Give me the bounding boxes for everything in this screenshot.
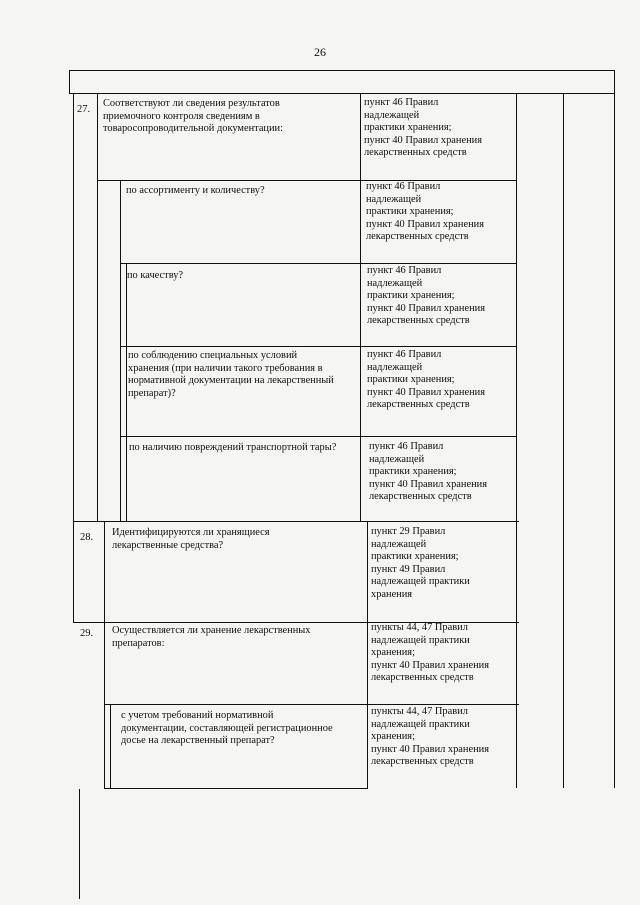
subitem-column-rule (120, 180, 121, 521)
legal-reference: пункт 46 Правил надлежащей практики хранения; пункт 40 Правил хранения лекарственных средств (366, 181, 484, 243)
reference-column-rule (367, 521, 368, 789)
requirement-question: Идентифицируются ли хранящиеся лекарственные средства? (112, 527, 270, 551)
row-divider (120, 436, 516, 437)
table-border-bottom (104, 788, 368, 789)
requirement-question: по качеству? (127, 270, 184, 281)
legal-reference: пункт 46 Правил надлежащей практики хранения; пункт 40 Правил хранения лекарственных средств (367, 349, 485, 411)
table-border-right (614, 70, 615, 788)
subitem-column-rule (126, 263, 127, 521)
legal-reference: пункты 44, 47 Правил надлежащей практики хранения; пункт 40 Правил хранения лекарственных средств (371, 622, 489, 684)
legal-reference: пункт 46 Правил надлежащей практики хранения; пункт 40 Правил хранения лекарственных средств (369, 441, 487, 503)
requirement-question: Соответствуют ли сведения результатов приемочного контроля сведениям в товаросопроводительной документации: (103, 98, 283, 135)
legal-reference: пункт 46 Правил надлежащей практики хранения; пункт 40 Правил хранения лекарственных средств (364, 97, 482, 159)
number-column-rule (104, 521, 105, 789)
row-divider (104, 704, 519, 705)
table-header-rule (69, 93, 615, 94)
table-border-left (69, 70, 70, 94)
requirement-question: Осуществляется ли хранение лекарственных препаратов: (112, 625, 311, 649)
row-divider (120, 263, 516, 264)
subitem-column-rule (110, 704, 111, 789)
row-number: 29. (80, 628, 94, 639)
legal-reference: пункт 29 Правил надлежащей практики хранения; пункт 49 Правил надлежащей практики хранения (371, 526, 470, 600)
answer-column-rule (563, 93, 564, 788)
table-border-top (69, 70, 615, 71)
requirement-question: по соблюдению специальных условий хранения (при наличии такого требования в нормативной документации на лекарственный препарат)? (128, 350, 334, 399)
row-divider (73, 521, 519, 522)
requirement-question: с учетом требований нормативной документации, составляющей регистрационное досье на лекарственный препарат? (121, 710, 333, 747)
legal-reference: пункты 44, 47 Правил надлежащей практики хранения; пункт 40 Правил хранения лекарственных средств (371, 706, 489, 768)
page-number: 26 (314, 45, 326, 59)
table-border-left (73, 93, 74, 623)
row-number: 27. (77, 104, 91, 115)
requirement-question: по наличию повреждений транспортной тары? (129, 442, 337, 453)
reference-column-rule (360, 93, 361, 521)
number-column-rule (97, 93, 98, 521)
legal-reference: пункт 46 Правил надлежащей практики хранения; пункт 40 Правил хранения лекарственных средств (367, 265, 485, 327)
requirement-question: по ассортименту и количеству? (126, 185, 265, 196)
margin-line (79, 789, 80, 899)
row-number: 28. (80, 532, 94, 543)
row-divider (120, 346, 516, 347)
